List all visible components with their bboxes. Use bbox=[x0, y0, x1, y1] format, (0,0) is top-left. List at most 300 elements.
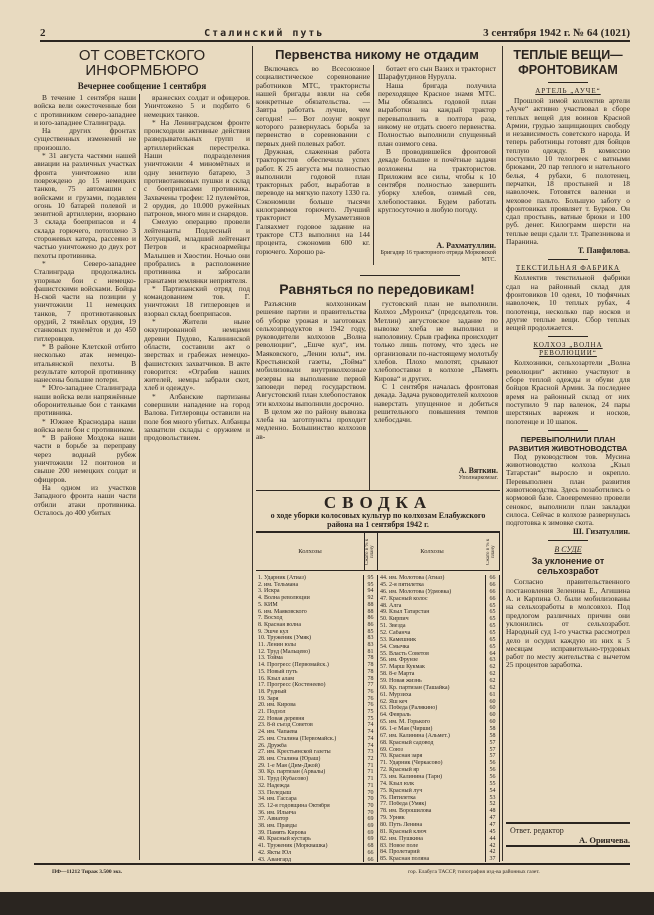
table-row bbox=[378, 822, 500, 829]
farm-name: 28. им. Сталина (Юраш) bbox=[258, 755, 321, 762]
article-text: Коллектив текстильной фабрики сдал на районный склад для фронтовиков 10 одеял, 10 тюфячных наволочек, 10 теплых рубах, 4 полотенца, несколько пар носков и другие теплые вещи. Сбор теплых вещей продолжается. bbox=[506, 274, 630, 333]
article-text: Под руководством тов. Мусина животноводство колхоза „Кзыл Татарстан“ выросло и окрепло. Перевыполнен план развития животноводства. Здесь позаботились о кормовой базе. Своевременно провели сенокос, выполнили план закладки силоса. Сейчас в колхозе развернулась подготовка к зимовке скота. bbox=[506, 452, 630, 528]
percent-value: 81 bbox=[364, 649, 378, 656]
farm-name: 31. Труд (Кубасово) bbox=[258, 776, 309, 783]
table-row bbox=[378, 685, 500, 692]
table-row bbox=[378, 705, 500, 712]
percent-value: 86 bbox=[364, 615, 378, 622]
table-row bbox=[378, 609, 500, 616]
percent-value: 60 bbox=[486, 705, 500, 712]
table-row bbox=[256, 655, 378, 662]
article-subtitle: Вечернее сообщение 1 сентября bbox=[77, 81, 207, 91]
farm-name: 15. Новый путь bbox=[258, 668, 298, 675]
table-row bbox=[256, 816, 378, 823]
percent-value: 37 bbox=[486, 856, 500, 862]
table-row bbox=[256, 729, 378, 736]
table-row bbox=[256, 857, 378, 862]
paragraph: Наша бригада получила переходящее Красное знамя МТС. Мы обязались годовой план выработки на каждый трактор перевыполнить в полтора раза, никому не отдать своего первенства. Полностью выполнили спущенный план озимого сева. bbox=[378, 80, 496, 148]
table-row bbox=[256, 702, 378, 709]
summary-table-left bbox=[256, 575, 378, 862]
article-title: За уклонение от сельхозработ bbox=[531, 556, 605, 577]
table-row bbox=[378, 623, 500, 630]
percent-value: 74 bbox=[364, 743, 378, 750]
table-row bbox=[256, 635, 378, 642]
farm-name: 23. 8-й съезд Советов bbox=[258, 722, 313, 729]
farm-name: 66. 1-е Мая (Чирши) bbox=[380, 725, 433, 732]
table-row bbox=[256, 810, 378, 817]
percent-value: 48 bbox=[486, 808, 500, 815]
percent-value: 69 bbox=[364, 830, 378, 837]
subsection-heading: АРТЕЛЬ „АУЧЕ“ bbox=[535, 87, 601, 95]
farm-name: 16. Кзыл алам bbox=[258, 675, 294, 682]
section-heading: В СУДЕ bbox=[554, 545, 582, 555]
farm-name: 76. Пятилетка bbox=[380, 794, 416, 801]
harvest-summary bbox=[256, 490, 500, 862]
percent-value: 60 bbox=[486, 719, 500, 726]
farm-name: 78. им. Ворошилова bbox=[380, 808, 432, 815]
section-title: ТЕПЛЫЕ ВЕЩИ— ФРОНТОВИКАМ bbox=[513, 48, 623, 77]
farm-name: 48. Алга bbox=[380, 602, 402, 609]
paragraph: Смелую операцию провели лейтенанты Подлесный и Хотунцкий, младший лейтенант Петров и красноармейцы Малышев и Хвостин. Ночью они пробрались в расположение противника и забросали гранатами землянки неприятеля. bbox=[144, 217, 250, 285]
paragraph: На других фронтах существенных изменений не произошло. bbox=[34, 126, 136, 152]
article-column bbox=[256, 65, 374, 265]
table-row bbox=[378, 788, 500, 795]
percent-value: 95 bbox=[364, 582, 378, 589]
percent-value: 62 bbox=[486, 685, 500, 692]
table-row bbox=[256, 696, 378, 703]
editor-name: А. Оринчева. bbox=[578, 835, 630, 845]
table-row bbox=[256, 709, 378, 716]
farm-name: 43. Авангард bbox=[258, 856, 292, 862]
article-text: Согласно правительственного постановления Зеленина Е., Агишина А. и Карпина О. были мобилизованы на сельхозработы в молсовхоз. Под предлогом различных причин они уклонились от сельхозработ. Народный суд 1-го участка рассмотрел дело и осудил каждую из них к 5 месяцам исправительно-трудовых работ по месту жительства с вычетом 25 процентов заработка. bbox=[506, 578, 630, 670]
table-row bbox=[256, 776, 378, 783]
table-row bbox=[378, 740, 500, 747]
column-header-farms: Колхозы bbox=[298, 548, 322, 555]
table-row bbox=[256, 763, 378, 770]
percent-value: 83 bbox=[364, 635, 378, 642]
table-row bbox=[256, 823, 378, 830]
table-row bbox=[378, 637, 500, 644]
issue-date: 3 сентября 1942 г. № 64 (1021) bbox=[483, 27, 630, 39]
paragraph: * 31 августа частями нашей авиации на различных участках фронта уничтожено или повреждено до 15 немецких танков, 75 автомашин с войсками и грузами, подавлен огонь 10 батарей полевой и зенитной артиллерии, взорвано 3 склада боеприпасов и 4 склада горючего, потоплено 3 сторожевых катера, рассеяно и частью уничтожено до двух рот пехоты противника. bbox=[34, 151, 136, 260]
table-row bbox=[378, 664, 500, 671]
percent-value: 78 bbox=[364, 676, 378, 683]
percent-value: 58 bbox=[486, 733, 500, 740]
percent-value: 69 bbox=[364, 816, 378, 823]
paragraph: Дружная, слаженная работа трактористов обеспечила успех работ. К 25 августа мы полностью выполнили годовой план тракторных работ, выработав в переводе на мягкую пахоту 1330 га. Сэкономили больше тысячи килограммов горючего. Лучший тракторист Мухаметзянов Галяахмет годовое задание на тракторе СТЗ выполнил на 144 процента, сэкономив 600 кг. горючего. Хорошо ра- bbox=[256, 146, 370, 256]
farm-name: 59. Новая жизнь bbox=[380, 677, 422, 684]
table-row bbox=[378, 589, 500, 596]
farm-name: 54. Смычка bbox=[380, 643, 410, 650]
percent-value: 74 bbox=[364, 736, 378, 743]
farm-name: 52. Сабанча bbox=[380, 629, 411, 636]
paragraph: * В районе Клетской отбито несколько атак немецко-итальянской пехоты. В результате которой противнику нанесены большие потери. bbox=[34, 341, 136, 385]
percent-value: 72 bbox=[364, 756, 378, 763]
percent-value: 55 bbox=[486, 781, 500, 788]
percent-value: 57 bbox=[486, 740, 500, 747]
farm-name: 65. им. М. Горького bbox=[380, 719, 430, 726]
farm-name: 58. 8-е Марта bbox=[380, 671, 415, 678]
table-row bbox=[256, 595, 378, 602]
tractor-article bbox=[256, 48, 498, 268]
percent-value: 57 bbox=[486, 753, 500, 760]
table-row bbox=[256, 850, 378, 857]
farm-name: 18. Рудный bbox=[258, 688, 287, 695]
farm-name: 37. Авиатор bbox=[258, 816, 289, 823]
sovinformburo-article bbox=[34, 48, 250, 860]
farm-name: 82. им. Пушкина bbox=[380, 835, 423, 842]
percent-value: 78 bbox=[364, 655, 378, 662]
table-row bbox=[256, 642, 378, 649]
article-title: Первенства никому не отдадим bbox=[275, 48, 479, 62]
farm-name: 62. Яш кеч bbox=[380, 698, 408, 705]
summary-title: СВОДКА bbox=[256, 490, 500, 511]
paragraph: * Юго-западнее Сталинграда наши войска вели напряжённые оборонительные бои с танками противника. bbox=[34, 383, 136, 418]
farm-name: 56. им. Фрунзе bbox=[380, 657, 418, 664]
farm-name: 81. Красный ключ bbox=[380, 828, 427, 835]
paragraph: Включаясь во Всесоюзное социалистическое соревнование работников МТС, трактористы нашей бригады взяли на себя конкретные обязательства. — Завтра работать лучше, чем сегодня! — Вот лозунг вокруг которого развернулась борьба за первенство в соревновании с первых дней полевых работ. bbox=[256, 65, 370, 148]
farm-name: 5. КИМ bbox=[258, 601, 278, 608]
farm-name: 7. Восход bbox=[258, 615, 283, 622]
farm-name: 34. им. Гассара bbox=[258, 796, 297, 803]
farm-name: 27. им. Крестьянской газеты bbox=[258, 749, 331, 756]
summary-subtitle: о ходе уборки колосовых культур по колхозам Елабужского района на 1 сентября 1942 г. bbox=[256, 511, 500, 533]
percent-value: 71 bbox=[364, 769, 378, 776]
farm-name: 10. Труженик (Умяк) bbox=[258, 635, 312, 642]
farm-name: 8. Красная волна bbox=[258, 621, 302, 628]
editor-label: Ответ. редактор bbox=[510, 826, 564, 835]
farm-name: 63. Победа (Ралякино) bbox=[380, 705, 438, 712]
farm-name: 50. Кирпич bbox=[380, 616, 409, 623]
table-row bbox=[378, 671, 500, 678]
table-row bbox=[256, 843, 378, 850]
farm-name: 70. Красная заря bbox=[380, 753, 423, 760]
table-row bbox=[378, 843, 500, 850]
farm-name: 71. Ударник (Черкасово) bbox=[380, 760, 443, 767]
percent-value: 56 bbox=[486, 760, 500, 767]
table-row bbox=[378, 575, 500, 582]
farm-name: 57. Марш Кукмак bbox=[380, 664, 425, 671]
farm-name: 21. Подзол bbox=[258, 709, 286, 716]
signature-note: Бригадир 16 тракторного отряда Морковской МТС. bbox=[380, 250, 496, 263]
farm-name: 67. им. Калинина (Альмет.) bbox=[380, 732, 450, 739]
farm-name: 83. Новое поле bbox=[380, 842, 419, 849]
farm-name: 49. Кзыл Татарстан bbox=[380, 609, 430, 616]
percent-value: 52 bbox=[486, 801, 500, 808]
paragraph: густовский план не выполнили. Колхоз „Муроиха“ (председатель тов. Метлин) августовское задание по вывозке хлеба не выполнил и наполовину. Срыв графика происходит только лишь потому, что здесь не организовали по-настоящему молотьбу хлебов. Плохо молотят, срывают хлебопоставки в колхозе „Память Кирова“ и других. bbox=[374, 300, 498, 383]
table-row bbox=[378, 596, 500, 603]
farm-name: 30. Кр. партизан (Арвалы) bbox=[258, 769, 326, 776]
table-row bbox=[378, 774, 500, 781]
table-row bbox=[256, 769, 378, 776]
table-row bbox=[256, 575, 378, 582]
harvest-article bbox=[256, 282, 498, 502]
farm-name: 42. Якты Юл bbox=[258, 849, 292, 856]
table-row bbox=[378, 616, 500, 623]
table-row bbox=[378, 829, 500, 836]
table-row bbox=[256, 689, 378, 696]
percent-value: 60 bbox=[486, 712, 500, 719]
newspaper-name: Сталинский путь bbox=[204, 28, 325, 39]
column-header-farms: Колхозы bbox=[420, 548, 444, 555]
table-row bbox=[378, 726, 500, 733]
printer-info: гор. Елабуга ТАССР, типография изд-ва районных газет. bbox=[408, 869, 540, 875]
signature: Ш. Гизатуллин. bbox=[572, 527, 630, 537]
percent-value: 78 bbox=[364, 662, 378, 669]
page-number: 2 bbox=[40, 27, 46, 39]
table-row bbox=[378, 712, 500, 719]
print-info: ПФ—11212 Тираж 3.500 экз. bbox=[52, 869, 123, 875]
percent-value: 66 bbox=[486, 575, 500, 582]
farm-name: 36. им. Ильича bbox=[258, 809, 296, 816]
signature-note: Уполнаркомзаг. bbox=[458, 475, 498, 481]
table-row bbox=[378, 795, 500, 802]
table-row bbox=[378, 849, 500, 856]
table-row bbox=[256, 796, 378, 803]
paragraph: В целом же по району вывозка хлеба на заготпункты проходит медленно. Большинство колхозов ав- bbox=[256, 406, 366, 441]
percent-value: 70 bbox=[364, 803, 378, 810]
percent-value: 70 bbox=[364, 796, 378, 803]
farm-name: 2. им. Тельмана bbox=[258, 581, 299, 588]
farm-name: 17. Прогресс (Костенеево) bbox=[258, 682, 326, 689]
farm-name: 64. Февраль bbox=[380, 712, 411, 719]
percent-value: 76 bbox=[364, 702, 378, 709]
farm-name: 55. Власть Советов bbox=[380, 650, 430, 657]
farm-name: 47. Красный колос bbox=[380, 595, 428, 602]
paragraph: * Партизанский отряд под командованием тов. Г. уничтожил 18 гитлеровцев и взорвал склад боеприпасов. bbox=[144, 283, 250, 318]
percent-value: 53 bbox=[486, 795, 500, 802]
farm-name: 24. им. Чапаева bbox=[258, 729, 298, 736]
farm-name: 60. Кр. партизан (Ташайка) bbox=[380, 684, 450, 691]
table-row bbox=[256, 716, 378, 723]
table-row bbox=[378, 781, 500, 788]
percent-value: 44 bbox=[486, 836, 500, 843]
percent-value: 88 bbox=[364, 609, 378, 616]
farm-name: 26. Дружба bbox=[258, 742, 287, 749]
table-row bbox=[378, 801, 500, 808]
farm-name: 14. Прогресс (Первомайск.) bbox=[258, 662, 329, 669]
table-row bbox=[256, 602, 378, 609]
table-row bbox=[378, 719, 500, 726]
signature: А. Рахматуллин. bbox=[436, 241, 496, 250]
masthead bbox=[40, 26, 630, 42]
percent-value: 66 bbox=[364, 857, 378, 862]
farm-name: 77. Победа (Умяк) bbox=[380, 801, 427, 808]
article-text: Прошлой зимой коллектив артели „Ауче“ активно участвовал в сборе теплых вещей для воинов Красной Армии, грудью защищающих свободу и независимость советского народа. И теперь работницы готовят для бойцов теплую одежду. В комиссию поступило 10 телогреек с ватными брюками, 20 пар теплого и нательного белья, 4 рубахи, 6 полотенец, перчатки, 18 простыней и 18 наволочек. Готовятся валенки и меховое пальто. Большую заботу о фронтовиках проявляет т. Бурков. Он сдал простынь, ватные брюки и 100 руб. денег. Килограмм шерсти на теплые вещи сдали т.т. Трапезникова и Паранина. bbox=[506, 97, 630, 247]
paragraph: вражеских солдат и офицеров. Уничтожено 5 и подбито 6 немецких танков. bbox=[144, 94, 250, 119]
percent-value: 70 bbox=[364, 810, 378, 817]
paragraph: * В районе Моздока наши части в борьбе за переправу через водный рубеж уничтожили 12 понтонов и свыше 200 немецких солдат и офицеров. bbox=[34, 433, 136, 484]
article-title: ОТ СОВЕТСКОГО ИНФОРМБЮРО bbox=[78, 48, 206, 79]
percent-value: 74 bbox=[364, 729, 378, 736]
percent-value: 62 bbox=[486, 664, 500, 671]
percent-value: 76 bbox=[364, 689, 378, 696]
paragraph: * На Ленинградском фронте происходили активные действия разведывательных групп и артиллерийская перестрелка. Наши подразделения уничтожили 4 миномётных и одну зенитную батарею, 3 противотанковых пушки и склад с боеприпасами противника. Захвачены трофеи: 12 пулемётов, 2 орудия, до 10.000 ружейных патронов, много мин и снарядов. bbox=[144, 117, 250, 219]
percent-value: 71 bbox=[364, 763, 378, 770]
percent-value: 65 bbox=[486, 616, 500, 623]
paragraph: Разъяснив колхозникам решение партии и правительства об уборке урожая и заготовках сельхозпродуктов в 1942 году, руководители колхозов „Волна революции“, „Ешче кул“, им. Маяковского, „Ленин юлы“, им. Крестьянской газеты, „Тойма“ мобилизовали внутриколхозные резервы на выполнение первой заповеди перед государством. Августовский план хлебопоставок эти колхозы выполнили досрочно. bbox=[256, 300, 366, 408]
table-row bbox=[256, 736, 378, 743]
percent-value: 65 bbox=[486, 637, 500, 644]
farm-name: 6. им. Маяковского bbox=[258, 608, 307, 615]
table-row bbox=[256, 588, 378, 595]
table-row bbox=[256, 615, 378, 622]
farm-name: 79. Урняк bbox=[380, 815, 405, 822]
percent-value: 56 bbox=[486, 767, 500, 774]
table-row bbox=[256, 790, 378, 797]
percent-value: 85 bbox=[364, 629, 378, 636]
table-row bbox=[256, 743, 378, 750]
percent-value: 66 bbox=[364, 850, 378, 857]
article-column bbox=[144, 94, 250, 860]
table-row bbox=[378, 644, 500, 651]
percent-value: 88 bbox=[364, 602, 378, 609]
paragraph: С 1 сентября началась фронтовая декада. Задача руководителей колхозов наверстать упущенное и добиться решительного повышения темпов хлебосдачи. bbox=[374, 381, 498, 425]
percent-value: 77 bbox=[364, 682, 378, 689]
farm-name: 19. Заря bbox=[258, 695, 279, 702]
farm-name: 20. им. Кирова bbox=[258, 702, 296, 709]
table-row bbox=[378, 650, 500, 657]
table-row bbox=[378, 767, 500, 774]
table-row bbox=[378, 657, 500, 664]
percent-value: 42 bbox=[486, 849, 500, 856]
farm-name: 85. Красная поляна bbox=[380, 856, 430, 862]
article-column bbox=[374, 300, 498, 466]
table-row bbox=[256, 582, 378, 589]
farm-name: 32. Надежда bbox=[258, 782, 290, 789]
percent-value: 65 bbox=[486, 602, 500, 609]
table-row bbox=[378, 602, 500, 609]
table-row bbox=[256, 756, 378, 763]
farm-name: 46. им. Молотова (Удмовка) bbox=[380, 588, 452, 595]
paragraph: ботает его сын Вазих и тракторист Шарафутдинов Нурулла. bbox=[378, 65, 496, 82]
paragraph: * Северо-западнее Сталинграда продолжались упорные бои с немецко-фашистскими войсками. Бойцы Н-ской части на позиции у уничтожили 11 немецких танков, 7 противотанковых орудий, 2 тяжёлых орудия, 19 станковых пулемётов и до 450 гитлеровцев. bbox=[34, 258, 136, 343]
percent-value: 61 bbox=[486, 692, 500, 699]
farm-name: 73. им. Калинина (Тарн) bbox=[380, 774, 443, 780]
percent-value: 76 bbox=[364, 696, 378, 703]
table-row bbox=[378, 698, 500, 705]
table-row bbox=[378, 678, 500, 685]
percent-value: 94 bbox=[364, 588, 378, 595]
farm-name: 3. Искра bbox=[258, 588, 280, 595]
table-row bbox=[256, 622, 378, 629]
table-row bbox=[256, 676, 378, 683]
percent-value: 71 bbox=[364, 776, 378, 783]
table-row bbox=[378, 856, 500, 862]
signature: Т. Панфилова. bbox=[577, 246, 630, 256]
summary-table-right bbox=[378, 575, 500, 862]
table-row bbox=[256, 722, 378, 729]
table-row bbox=[256, 669, 378, 676]
table-row bbox=[378, 753, 500, 760]
percent-value: 70 bbox=[364, 790, 378, 797]
farm-name: 12. Труд (Мальцево) bbox=[258, 648, 310, 655]
farm-name: 74. Кзыл юлк bbox=[380, 780, 415, 787]
farm-name: 25. им. Сталина (Первомайск.) bbox=[258, 735, 337, 742]
percent-value: 73 bbox=[364, 749, 378, 756]
percent-value: 66 bbox=[486, 582, 500, 589]
paragraph: На одном из участков Западного фронта наши части отбили атаки противника. Осталось до 400 убитых bbox=[34, 482, 136, 517]
farm-name: 45. 2-я пятилетка bbox=[380, 581, 424, 588]
editor-block bbox=[506, 822, 630, 847]
farm-name: 35. 12-я годовщина Октября bbox=[258, 802, 330, 809]
percent-value: 71 bbox=[364, 783, 378, 790]
paragraph: В течение 1 сентября наши войска вели ожесточенные бои с противником северо-западнее и юго-западнее Сталинграда. bbox=[34, 94, 136, 127]
percent-value: 92 bbox=[364, 595, 378, 602]
percent-value: 47 bbox=[486, 822, 500, 829]
article-column bbox=[34, 94, 140, 860]
farm-name: 51. Звезда bbox=[380, 623, 406, 630]
table-row bbox=[256, 662, 378, 669]
farm-name: 33. Пеледыш bbox=[258, 789, 292, 796]
percent-value: 65 bbox=[486, 609, 500, 616]
table-row bbox=[256, 649, 378, 656]
table-row bbox=[256, 830, 378, 837]
percent-value: 60 bbox=[486, 698, 500, 705]
signature: А. Вяткин. bbox=[458, 466, 498, 475]
farm-name: 9. Эшче кул bbox=[258, 628, 289, 635]
percent-value: 65 bbox=[486, 630, 500, 637]
subsection-heading: ТЕКСТИЛЬНАЯ ФАБРИКА bbox=[515, 264, 621, 273]
subsection-heading: КОЛХОЗ „ВОЛНА РЕВОЛЮЦИИ“ bbox=[533, 341, 603, 358]
percent-value: 62 bbox=[486, 671, 500, 678]
percent-value: 75 bbox=[364, 709, 378, 716]
article-column bbox=[378, 65, 496, 241]
paragraph: * Албанские партизаны совершили нападение на город Валова. Гитлеровцы оставили на поле боя много убитых. Албанцы захватили склады с оружием и продовольствием. bbox=[144, 391, 250, 443]
table-row bbox=[378, 692, 500, 699]
farm-name: 84. Пролетарий bbox=[380, 849, 420, 856]
right-column bbox=[506, 48, 630, 862]
article-title: Равняться по передовикам! bbox=[279, 282, 475, 297]
percent-value: 65 bbox=[486, 644, 500, 651]
farm-name: 22. Новая деревня bbox=[258, 715, 305, 722]
column-header-percent: Сжато в % к плану bbox=[486, 533, 500, 570]
percent-value: 56 bbox=[486, 774, 500, 781]
percent-value: 45 bbox=[486, 829, 500, 836]
farm-name: 69. Союз bbox=[380, 746, 403, 753]
percent-value: 83 bbox=[364, 642, 378, 649]
percent-value: 63 bbox=[486, 657, 500, 664]
percent-value: 54 bbox=[486, 788, 500, 795]
column-header-percent: Сжато в % к плану bbox=[364, 533, 378, 570]
farm-name: 68. Красный садовод bbox=[380, 739, 434, 746]
percent-value: 74 bbox=[364, 722, 378, 729]
table-row bbox=[378, 836, 500, 843]
table-row bbox=[256, 783, 378, 790]
farm-name: 44. им. Молотова (Атиаз) bbox=[380, 575, 445, 582]
table-row bbox=[256, 749, 378, 756]
farm-name: 80. Путь Ленина bbox=[380, 822, 423, 829]
farm-name: 29. 1-е Мая (Дим-Джой) bbox=[258, 762, 320, 769]
farm-name: 53. Камешник bbox=[380, 636, 417, 643]
farm-name: 41. Труженик (Морквашка) bbox=[258, 843, 328, 850]
table-row bbox=[378, 630, 500, 637]
farm-name: 61. Мурзиха bbox=[380, 691, 412, 698]
table-row bbox=[256, 836, 378, 843]
table-row bbox=[378, 733, 500, 740]
table-row bbox=[378, 808, 500, 815]
farm-name: 11. Ленин юлы bbox=[258, 642, 296, 649]
percent-value: 95 bbox=[364, 575, 378, 582]
percent-value: 69 bbox=[364, 823, 378, 830]
table-row bbox=[378, 815, 500, 822]
table-row bbox=[256, 682, 378, 689]
table-row bbox=[378, 746, 500, 753]
percent-value: 57 bbox=[486, 746, 500, 753]
article-column bbox=[256, 300, 370, 490]
percent-value: 62 bbox=[486, 678, 500, 685]
table-row bbox=[256, 803, 378, 810]
